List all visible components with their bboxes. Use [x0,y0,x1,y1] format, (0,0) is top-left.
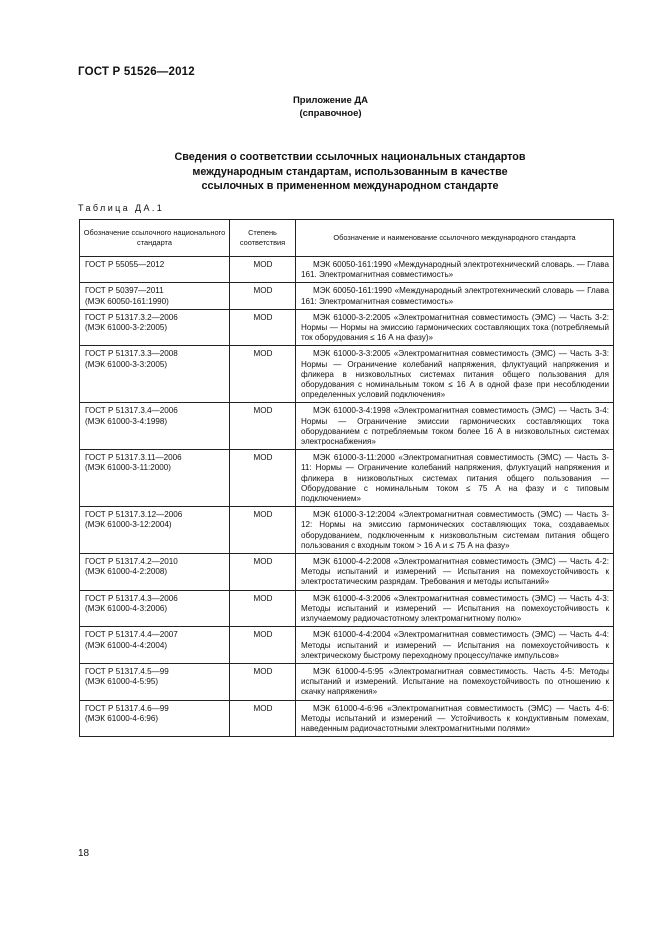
reference-table [79,219,614,737]
column-header-national-standard: Обозначение ссылочного национального стандарта [80,220,230,257]
international-standard-cell: МЭК 61000-3-11:2000 «Электромагнитная совместимость (ЭМС) — Часть 3-11: Нормы — Ограничение колебаний напряжения, флуктуаций напряжения и фликера в низковольтных системах питания общего пользования — Оборудование с номинальным током ≤ 75 А на фазу и с типовым подключением» [296,450,614,507]
international-standard-cell: МЭК 61000-4-3:2006 «Электромагнитная совместимость (ЭМС) — Часть 4-3: Методы испытаний и измерений — Испытания на помехоустойчивость к излучаемому радиочастотному электромагнитному полю» [296,590,614,627]
table-body [80,257,614,737]
column-header-degree: Степень соответствия [230,220,296,257]
national-standard-cell [80,507,230,554]
national-standard-designation: (МЭК 61000-4-4:2004) [85,640,168,650]
table-row [80,507,614,554]
section-title-line: Сведения о соответствии ссылочных национальных стандартов [174,151,526,163]
national-standard-designation: (МЭК 61000-4-6:96) [85,713,159,723]
degree-of-correspondence-cell: MOD [230,627,296,664]
degree-of-correspondence-cell: MOD [230,590,296,627]
international-standard-cell: МЭК 61000-4-5:95 «Электромагнитная совместимость. Часть 4-5: Методы испытаний и измерений. Испытание на помехоустойчивость по отношению к скачку напряжения» [296,663,614,700]
national-standard-cell [80,554,230,591]
degree-of-correspondence-cell: MOD [230,450,296,507]
national-standard-designation: ГОСТ Р 50397—2011 [85,286,164,296]
national-standard-designation: ГОСТ Р 51317.3.12—2006 [85,510,183,520]
international-standard-cell: МЭК 61000-3-3:2005 «Электромагнитная совместимость (ЭМС) — Часть 3-3: Нормы — Ограничение колебаний напряжения, флуктуаций напряжения и фликера в низковольтных системах питания общего пользования для оборудования с номинальным током ≤ 16 А в одной фазе при несоблюдении определенных условий подключения» [296,346,614,403]
national-standard-designation: (МЭК 61000-3-3:2005) [85,359,168,369]
column-header-international-standard: Обозначение и наименование ссылочного международного стандарта [296,220,614,257]
table-caption: Таблица ДА.1 [78,203,165,213]
table-row [80,450,614,507]
table-row [80,663,614,700]
national-standard-designation: ГОСТ Р 51317.3.4—2006 [85,406,178,416]
degree-of-correspondence-cell: MOD [230,554,296,591]
national-standard-designation: (МЭК 60050-161:1990) [85,296,169,306]
degree-of-correspondence-cell: MOD [230,283,296,309]
national-standard-designation: ГОСТ Р 51317.3.2—2006 [85,312,178,322]
degree-of-correspondence-cell: MOD [230,346,296,403]
table-row [80,283,614,309]
international-standard-cell: МЭК 61000-3-4:1998 «Электромагнитная совместимость (ЭМС) — Часть 3-4: Нормы — Ограничение эмиссии гармонических составляющих тока оборудованием с потребляемым током более 16 А в низковольтных системах электроснабжения» [296,403,614,450]
appendix-heading [0,94,661,120]
national-standard-cell [80,627,230,664]
national-standard-cell [80,590,230,627]
international-standard-cell: МЭК 61000-4-6:96 «Электромагнитная совместимость (ЭМС) — Часть 4-6: Методы испытаний и измерений — Устойчивость к кондуктивным помехам, наведенным радиочастотными электромагнитными полями» [296,700,614,737]
national-standard-cell [80,309,230,346]
international-standard-cell: МЭК 61000-3-12:2004 «Электромагнитная совместимость (ЭМС) — Часть 3-12: Нормы на эмиссию гармонических составляющих тока, создаваемых оборудованием, подключенным к низковольтным системам питания общего пользования с входным током > 16 А и ≤ 75 А на фазу» [296,507,614,554]
national-standard-cell [80,346,230,403]
national-standard-designation: (МЭК 61000-3-11:2000) [85,463,171,473]
table-row [80,346,614,403]
national-standard-designation: (МЭК 61000-3-4:1998) [85,416,168,426]
international-standard-cell: МЭК 60050-161:1990 «Международный электротехнический словарь — Глава 161: Электромагнитная совместимость» [296,283,614,309]
international-standard-cell: МЭК 61000-4-2:2008 «Электромагнитная совместимость (ЭМС) — Часть 4-2: Методы испытаний и измерений — Испытания на помехоустойчивость к электростатическим разрядам. Требования и методы испытаний» [296,554,614,591]
table-row [80,590,614,627]
table-row [80,309,614,346]
degree-of-correspondence-cell: MOD [230,663,296,700]
section-title [140,150,560,194]
national-standard-cell [80,700,230,737]
appendix-subtitle: (справочное) [299,108,362,119]
table-row [80,627,614,664]
table-row [80,700,614,737]
appendix-title: Приложение ДА [292,95,369,106]
international-standard-cell: МЭК 61000-3-2:2005 «Электромагнитная совместимость (ЭМС) — Часть 3-2: Нормы — Нормы на эмиссию гармонических составляющих тока (потребляемый ток оборудования ≤ 16 А на фазу)» [296,309,614,346]
national-standard-designation: (МЭК 61000-3-2:2005) [85,323,168,333]
national-standard-designation: ГОСТ Р 51317.4.5—99 [85,666,169,676]
table-row [80,403,614,450]
degree-of-correspondence-cell: MOD [230,507,296,554]
national-standard-designation: (МЭК 61000-4-3:2006) [85,603,168,613]
national-standard-cell [80,450,230,507]
table-header-row [80,220,614,257]
national-standard-designation: ГОСТ Р 51317.4.4—2007 [85,630,178,640]
national-standard-designation: ГОСТ Р 51317.4.6—99 [85,703,169,713]
section-title-line: международным стандартам, использованным в качестве [192,165,508,178]
national-standard-designation: (МЭК 61000-3-12:2004) [85,520,172,530]
national-standard-designation: ГОСТ Р 51317.3.11—2006 [85,453,182,463]
document-code: ГОСТ Р 51526—2012 [78,66,195,78]
degree-of-correspondence-cell: MOD [230,257,296,283]
international-standard-cell: МЭК 60050-161:1990 «Международный электротехнический словарь. — Глава 161. Электромагнитная совместимость» [296,257,614,283]
table-row [80,554,614,591]
degree-of-correspondence-cell: MOD [230,403,296,450]
national-standard-cell [80,663,230,700]
section-title-line: ссылочных в примененном международном стандарте [201,180,499,192]
national-standard-designation: ГОСТ Р 55055—2012 [85,260,165,269]
national-standard-designation: ГОСТ Р 51317.3.3—2008 [85,349,178,359]
page-number: 18 [78,848,90,859]
national-standard-cell [80,403,230,450]
national-standard-designation: ГОСТ Р 51317.4.2—2010 [85,557,178,567]
national-standard-designation: (МЭК 61000-4-2:2008) [85,567,168,577]
national-standard-designation: ГОСТ Р 51317.4.3—2006 [85,593,178,603]
degree-of-correspondence-cell: MOD [230,700,296,737]
international-standard-cell: МЭК 61000-4-4:2004 «Электромагнитная совместимость (ЭМС) — Часть 4-4: Методы испытаний и измерений — Испытания на помехоустойчивость к электрическому быстрому переходному процессу/пачке импульсов» [296,627,614,664]
table-row [80,257,614,283]
national-standard-designation: (МЭК 61000-4-5:95) [85,677,159,687]
national-standard-cell [80,283,230,309]
degree-of-correspondence-cell: MOD [230,309,296,346]
national-standard-cell [80,257,230,283]
